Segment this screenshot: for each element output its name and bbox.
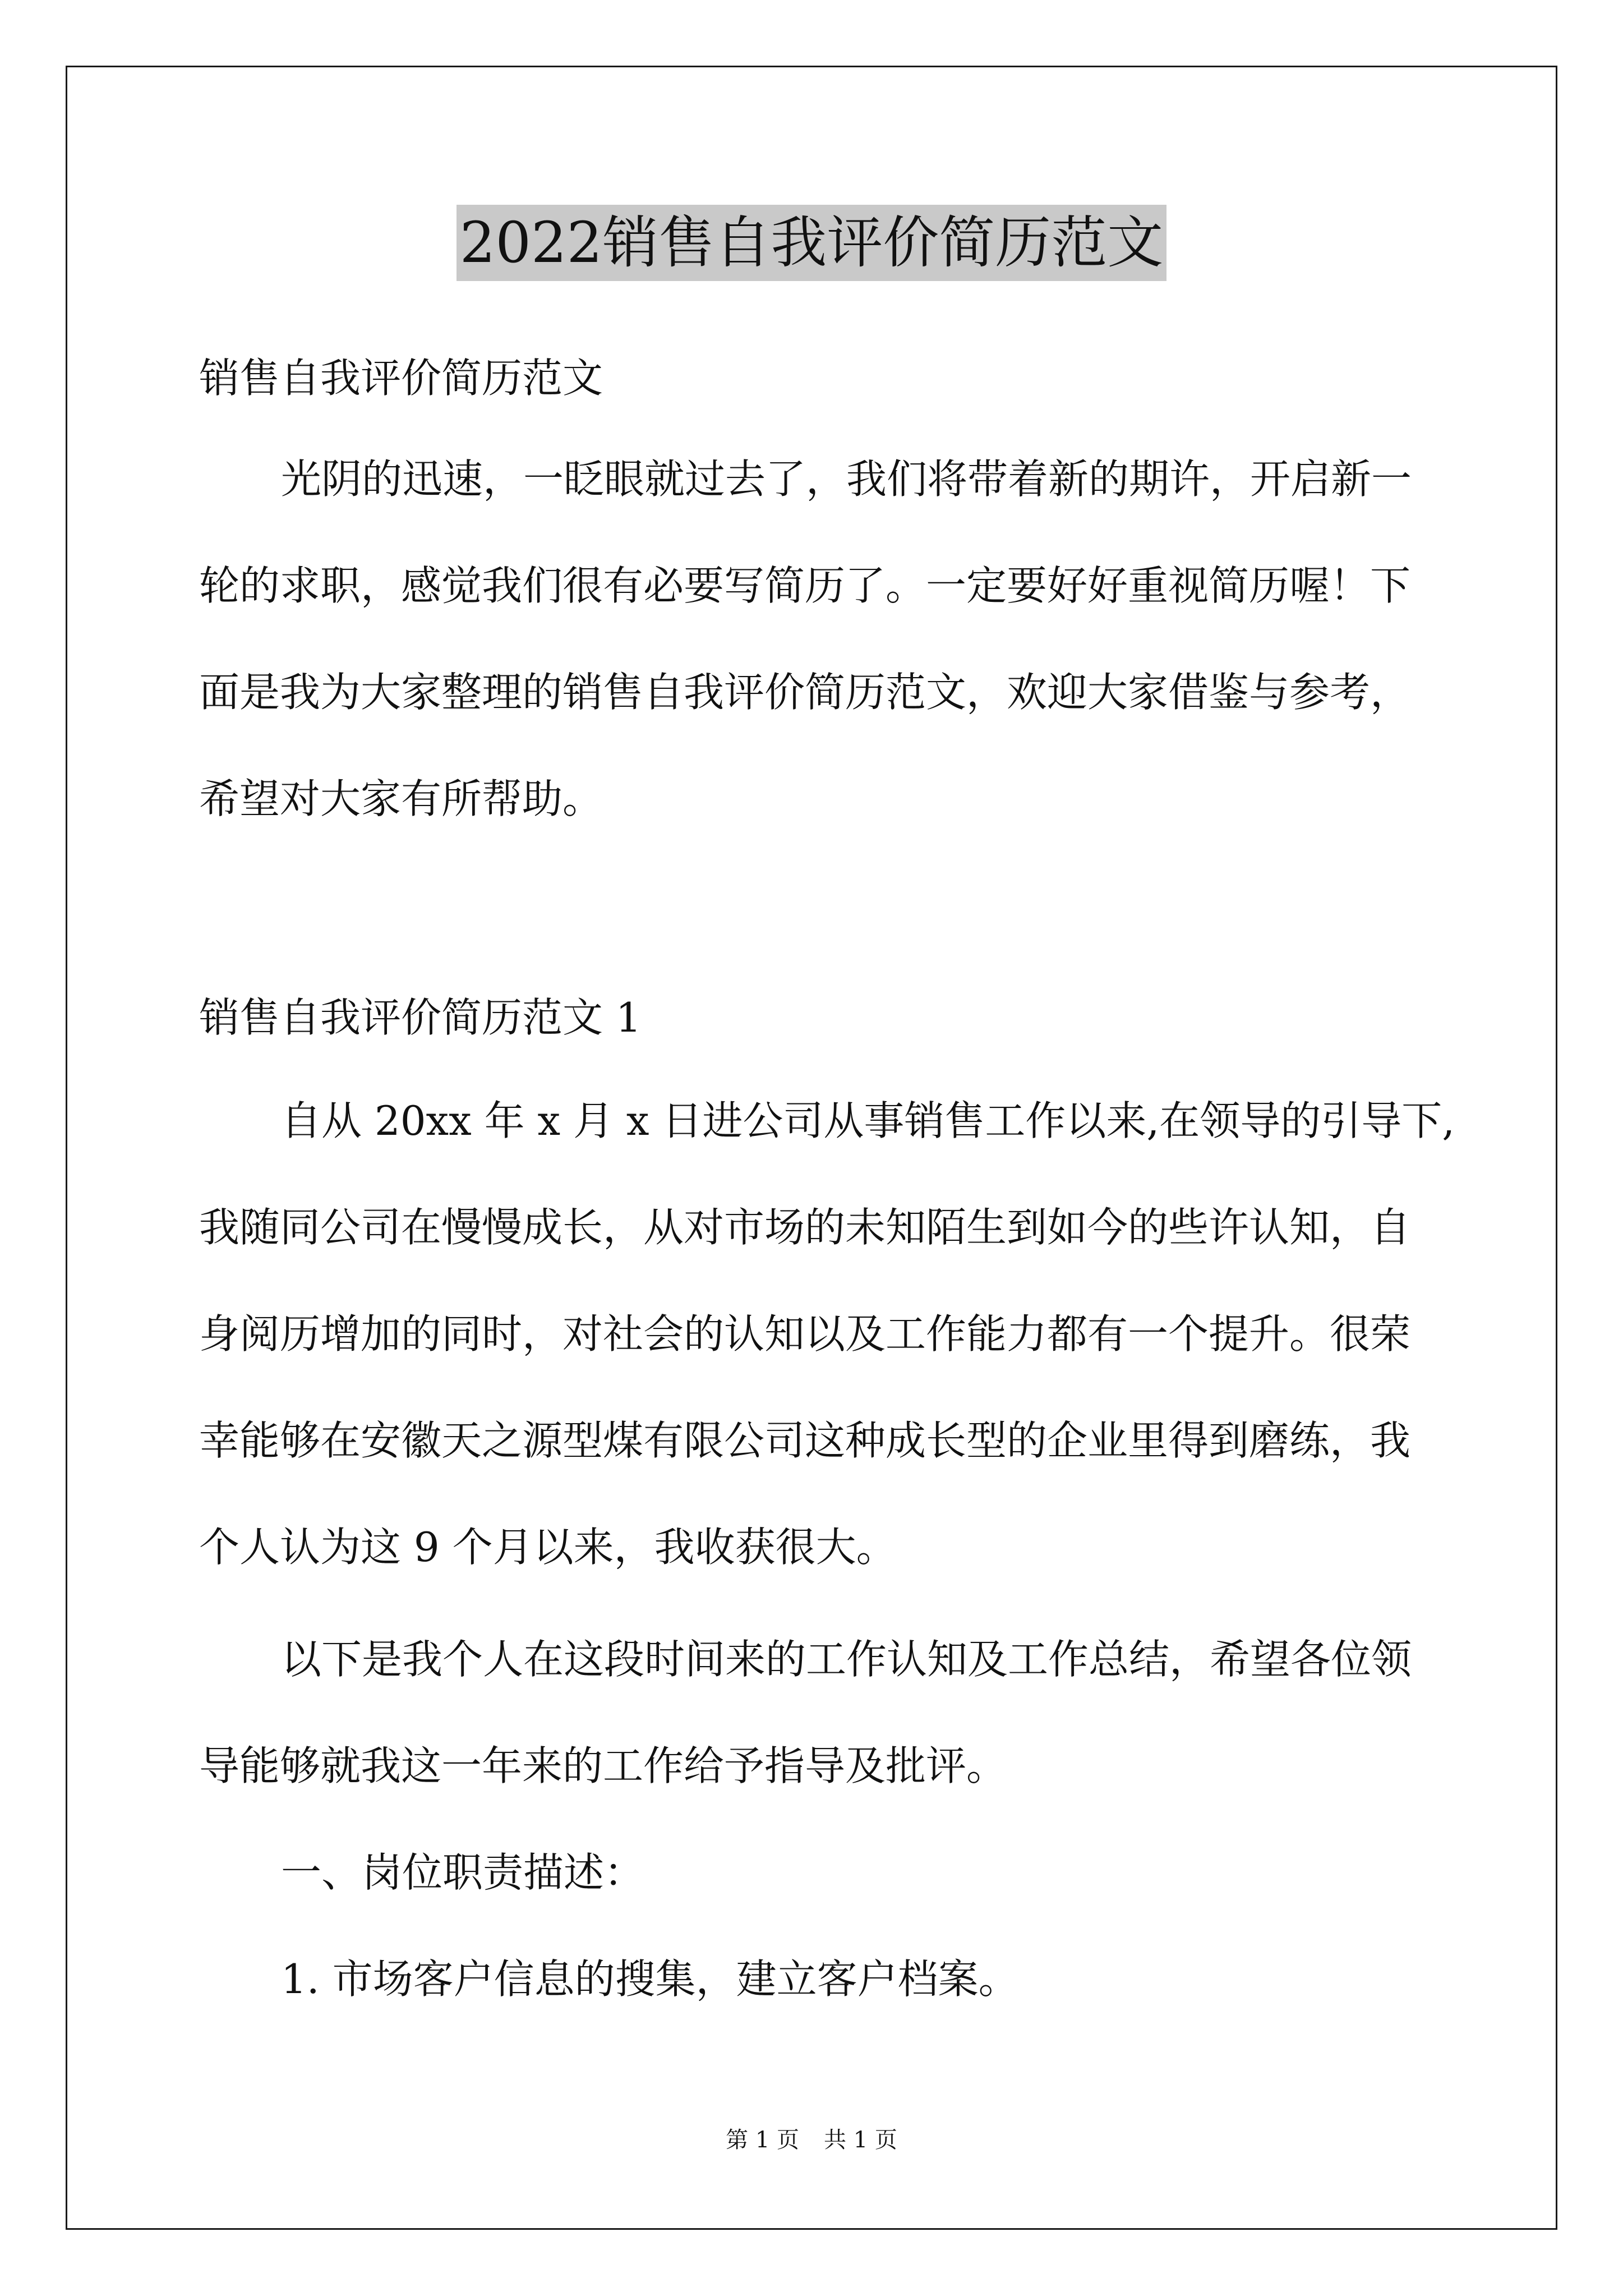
section-heading: 销售自我评价简历范文 1 (199, 994, 642, 1041)
paragraph-line: 自从 20xx 年 x 月 x 日进公司从事销售工作以来,在领导的引导下, (281, 1097, 1455, 1144)
list-item: 1. 市场客户信息的搜集，建立客户档案。 (281, 1955, 1019, 2003)
paragraph-line: 个人认为这 9 个月以来，我收获很大。 (199, 1524, 897, 1571)
heading-text: 销售自我评价简历范文 (199, 355, 603, 402)
document-title: 2022销售自我评价简历范文 (457, 205, 1167, 281)
page-total: 共 1 页 (824, 2127, 897, 2153)
paragraph-line: 导能够就我这一年来的工作给予指导及批评。 (199, 1742, 1007, 1789)
paragraph-line: 身阅历增加的同时，对社会的认知以及工作能力都有一个提升。很荣 (199, 1310, 1411, 1358)
intro-line: 轮的求职，感觉我们很有必要写简历了。一定要好好重视简历喔！下 (199, 562, 1411, 609)
paragraph-line: 以下是我个人在这段时间来的工作认知及工作总结，希望各位领 (281, 1636, 1412, 1683)
intro-line: 面是我为大家整理的销售自我评价简历范文，欢迎大家借鉴与参考， (199, 669, 1411, 716)
intro-line: 希望对大家有所帮助。 (199, 775, 603, 822)
intro-line: 光阴的迅速，一眨眼就过去了，我们将带着新的期许，开启新一 (281, 455, 1412, 503)
page-number: 第 1 页 (726, 2127, 799, 2153)
section-subheading: 一、岗位职责描述： (281, 1849, 645, 1896)
title-block (0, 205, 1623, 281)
page-footer (0, 2123, 1623, 2157)
paragraph-line: 幸能够在安徽天之源型煤有限公司这种成长型的企业里得到磨练，我 (199, 1417, 1411, 1464)
paragraph-line: 我随同公司在慢慢成长，从对市场的未知陌生到如今的些许认知，自 (199, 1204, 1411, 1251)
